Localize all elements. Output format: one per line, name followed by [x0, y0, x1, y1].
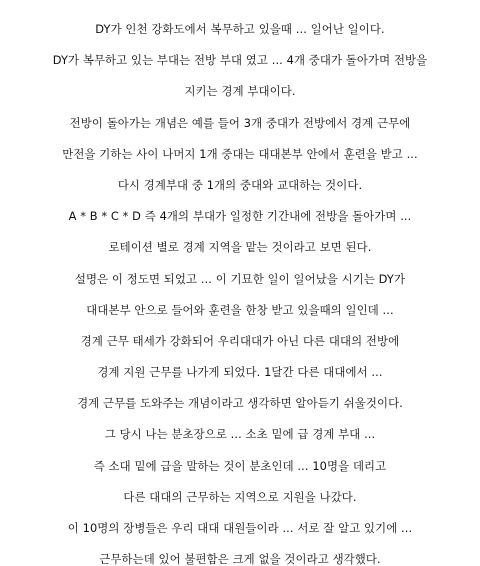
text-line: A * B * C * D 즉 4개의 부대가 일정한 기간내에 전방을 돌아가며 ... — [68, 209, 412, 224]
text-line: DY가 복무하고 있는 부대는 전방 부대 였고 ... 4개 중대가 돌아가며 전방을 — [52, 53, 428, 68]
text-line: 로테이션 별로 경계 지역을 맡는 것이라고 보면 된다. — [108, 240, 372, 255]
text-line: 경계 근무를 도와주는 개념이라고 생각하면 알아듣기 쉬울것이다. — [77, 396, 403, 411]
text-line: 즉 소대 밑에 급을 말하는 것이 분초인데 ... 10명을 데리고 — [93, 458, 387, 473]
text-line: 다시 경계부대 중 1개의 중대와 교대하는 것이다. — [117, 177, 363, 192]
text-line: 지키는 경계 부대이다. — [184, 84, 296, 99]
text-line: 대대본부 안으로 들어와 훈련을 한창 받고 있을때의 일인데 ... — [86, 302, 394, 317]
text-line: 경계 지원 근무를 나가게 되었다. 1달간 다른 대대에서 ... — [97, 365, 383, 380]
text-line: 근무하는데 있어 불편함은 크게 없을 것이라고 생각했다. — [99, 552, 381, 566]
text-line: 그 당시 나는 분초장으로 ... 소초 밑에 급 경계 부대 ... — [104, 427, 376, 442]
text-line: 전방이 돌아가는 개념은 예를 들어 3개 중대가 전방에서 경계 근무에 — [69, 115, 411, 130]
text-line: 이 10명의 장병들은 우리 대대 대원들이라 ... 서로 잘 알고 있기에 ... — [67, 521, 413, 535]
text-line: DY가 인천 강화도에서 복무하고 있을때 ... 일어난 일이다. — [95, 22, 385, 36]
text-line: 만전을 기하는 사이 나머지 1개 중대는 대대본부 안에서 훈련을 받고 ... — [62, 146, 418, 161]
text-line: 경계 근무 태세가 강화되어 우리대대가 아닌 다른 대대의 전방에 — [80, 333, 400, 348]
text-line: 다른 대대의 근무하는 지역으로 지원을 나갔다. — [123, 489, 357, 504]
text-line: 설명은 이 정도면 되었고 ... 이 기묘한 일이 일어났을 시기는 DY가 — [74, 271, 406, 286]
